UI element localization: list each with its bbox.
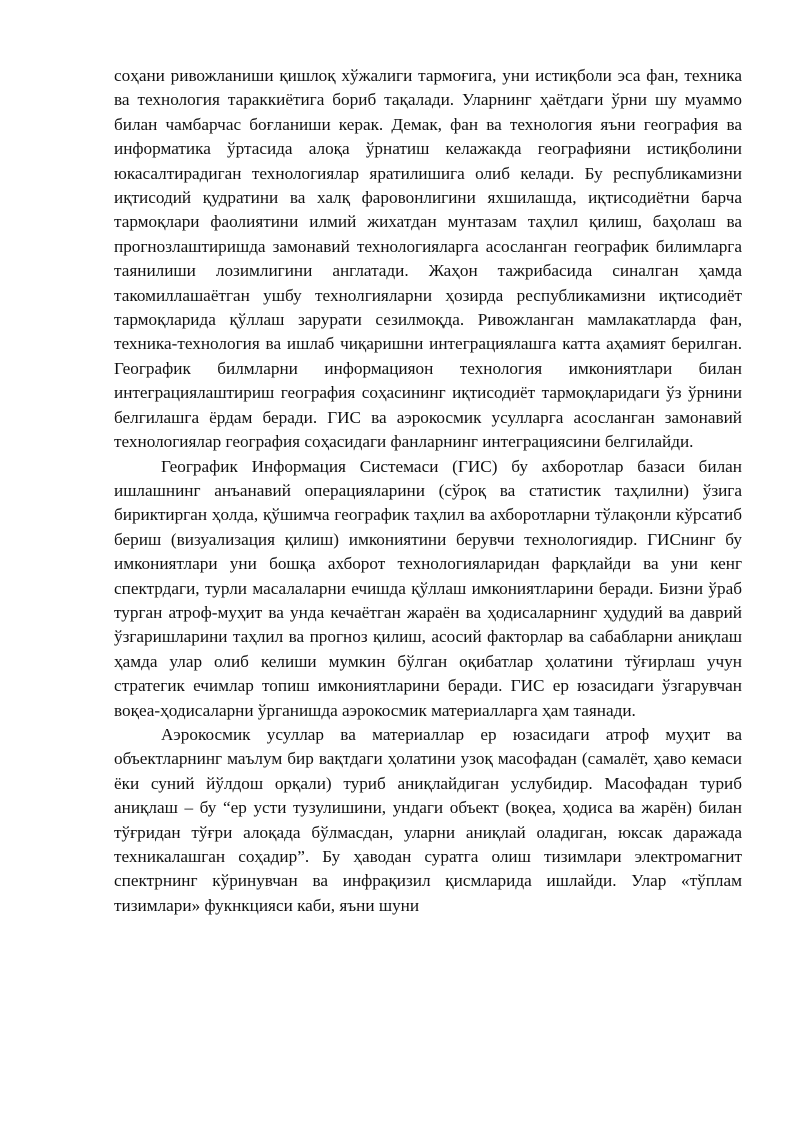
document-body [114, 64, 742, 918]
paragraph-3: Аэрокосмик усуллар ва материаллар ер юзасидаги атроф муҳит ва объектларнинг маълум бир вақтдаги ҳолатини узоқ масофадан (самалёт, ҳаво кемаси ёки суний йўлдош орқали) туриб аниқлайдиган услубидир. Масофадан туриб аниқлаш – бу “ер усти тузулишини, ундаги объект (воқеа, ҳодиса ва жарён) билан тўғридан тўғри алоқада бўлмасдан, уларни аниқлай оладиган, юксак даражада техникалашган соҳадир”. Бу ҳаводан суратга олиш тизимлари электромагнит спектрнинг кўринувчан ва инфрақизил қисмларида ишлайди. Улар «тўплам тизимлари» фукнкцияси каби, яъни шуни [114, 724, 742, 915]
paragraph-2: Географик Информация Системаси (ГИС) бу ахборотлар базаси билан ишлашнинг анъанавий операцияларини (сўроқ ва статистик таҳлилни) ўзига бириктирган ҳолда, қўшимча географик таҳлил ва ахборотларни тўлақонли кўрсатиб бериш (визуализация қилиш) имкониятини берувчи технологиядир. ГИСнинг бу имкониятлари уни бошқа ахборот технологияларидан фарқлайди ва уни кенг спектрдаги, турли масалаларни ечишда қўллаш имкониятларини беради. Бизни ўраб турган атроф-муҳит ва унда кечаётган жараён ва ҳодисаларнинг ҳудудий ва даврий ўзгаришларини таҳлил ва прогноз қилиш, асосий факторлар ва сабабларни аниқлаш ҳамда улар олиб келиши мумкин бўлган оқибатлар ҳолатини тўғирлаш учун стратегик ечимлар топиш имкониятларини беради. ГИС ер юзасидаги ўзгарувчан воқеа-ҳодисаларни ўрганишда аэрокосмик материалларга ҳам таянади. [114, 456, 742, 720]
paragraph-1: соҳани ривожланиши қишлоқ хўжалиги тармоғига, уни истиқболи эса фан, техника ва технология тараккиётига бориб тақалади. Уларнинг ҳаётдаги ўрни шу муаммо билан чамбарчас боғланиши керак. Демак, фан ва технология яъни география ва информатика ўртасида алоқа ўрнатиш келажакда географияни истиқболини юкасалтирадиган технологиялар яратилишига олиб келади. Бу республикамизни иқтисодий қудратини ва халқ фаровонлигини яхшилашда, иқтисодиётни барча тармоқлари фаолиятини илмий жихатдан мунтазам таҳлил қилиш, баҳолаш ва прогнозлаштиришда замонавий технологияларга асосланган географик билимларга таянилиши лозимлигини англатади. Жаҳон тажрибасида синалган ҳамда такомиллашаётган ушбу технолгияларни ҳозирда республикамизни иқтисодиёт тармоқларида қўллаш зарурати сезилмоқда. Ривожланган мамлакатларда фан, техника-технология ва ишлаб чиқаришни интеграциялашга катта аҳамият берилган. Географик билмларни информацияон технология имкониятлари билан интеграциялаштириш география соҳасининг иқтисодиёт тармоқларидаги ўз ўрнини белгилашга ёрдам беради. ГИС ва аэрокосмик усулларга асосланган замонавий технологиялар география соҳасидаги фанларнинг интеграциясини белгилайди. [114, 66, 742, 452]
